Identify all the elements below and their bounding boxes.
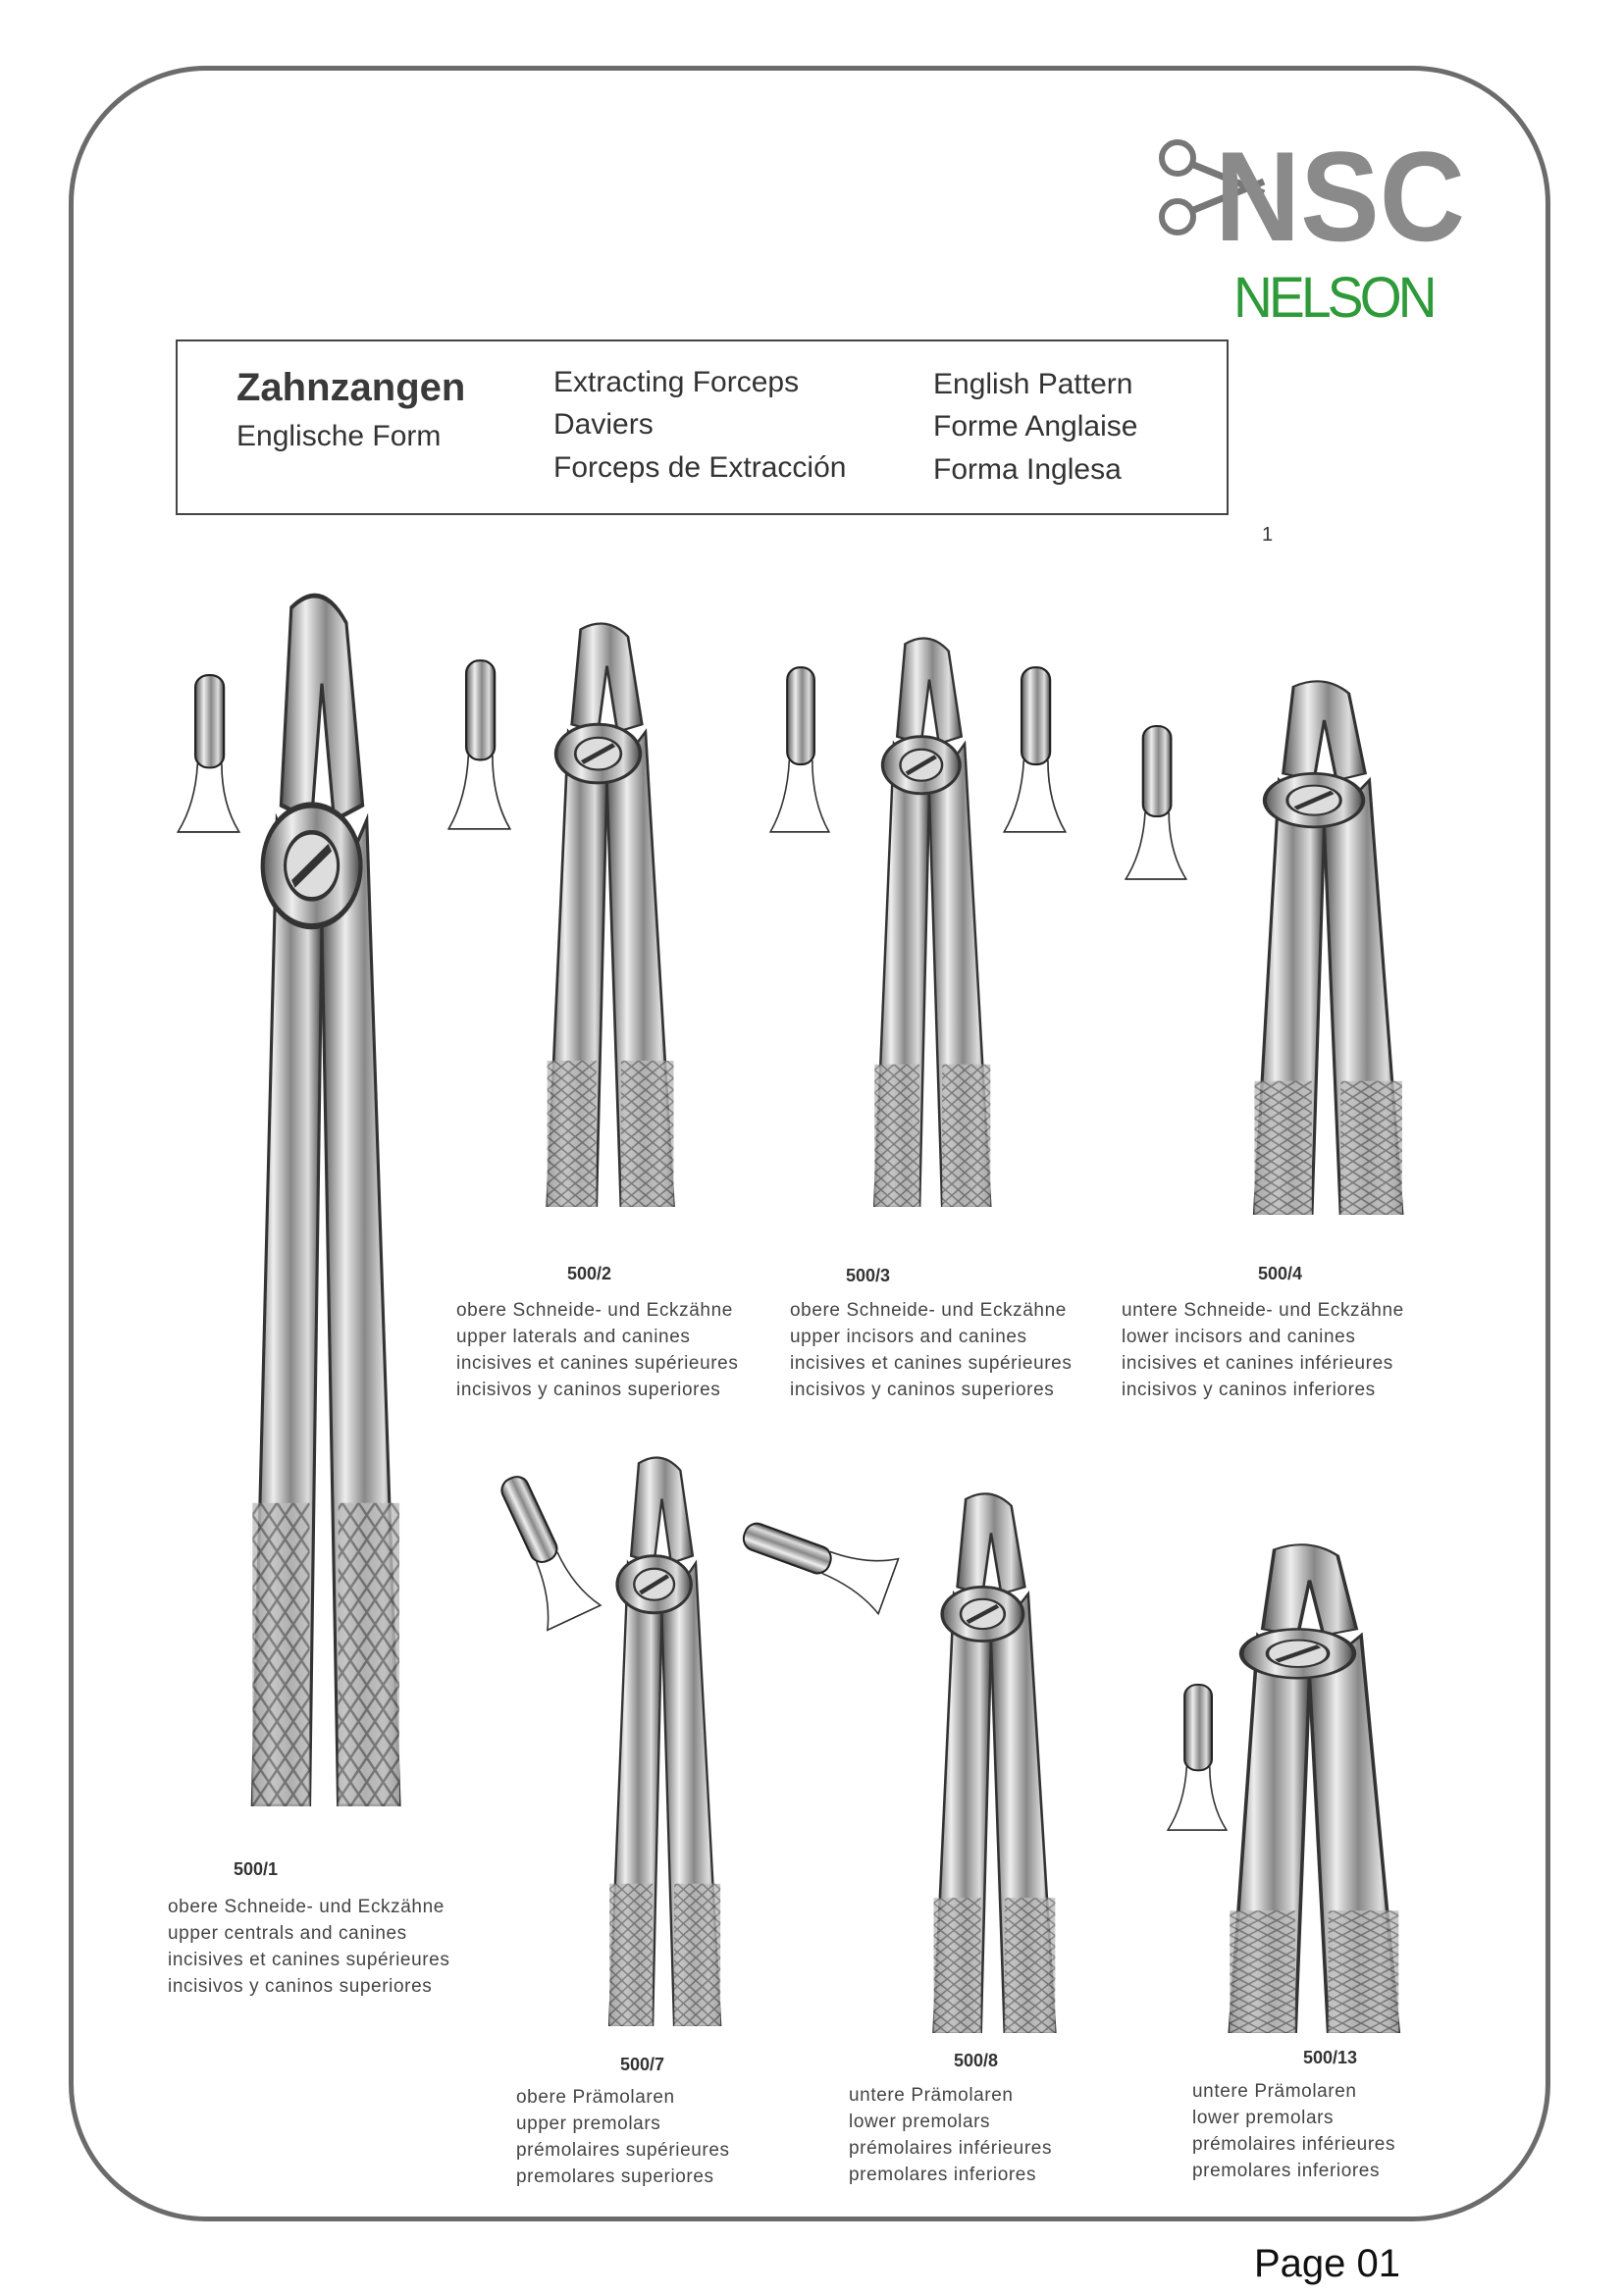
forceps-500-2-image xyxy=(519,622,695,1207)
catalog-page-number: 1 xyxy=(1262,524,1274,546)
desc-en: lower incisors and canines xyxy=(1122,1327,1356,1347)
tooth-diagram-icon xyxy=(1124,724,1188,881)
desc-fr: incisives et canines inférieures xyxy=(1122,1353,1393,1374)
title-fr: Daviers xyxy=(553,408,654,441)
product-code-500-2: 500/2 xyxy=(567,1264,612,1283)
forceps-500-1-image xyxy=(220,593,424,1806)
desc-es: premolares inferiores xyxy=(1192,2161,1381,2181)
product-description-500-13 xyxy=(1192,2078,1395,2184)
tooth-diagram-icon xyxy=(768,665,831,834)
desc-fr: prémolaires supérieures xyxy=(516,2140,730,2161)
desc-de: untere Prämolaren xyxy=(849,2085,1014,2106)
desc-fr: prémolaires inférieures xyxy=(849,2138,1053,2159)
tooth-diagram-icon xyxy=(1002,665,1068,834)
desc-fr: incisives et canines supérieures xyxy=(456,1353,739,1374)
desc-es: incisivos y caninos superiores xyxy=(456,1380,721,1400)
desc-es: incisivos y caninos superiores xyxy=(790,1380,1055,1400)
pattern-es: Forma Inglesa xyxy=(933,453,1122,486)
desc-fr: prémolaires inférieures xyxy=(1192,2134,1396,2155)
desc-es: premolares superiores xyxy=(516,2166,714,2187)
desc-en: upper premolars xyxy=(516,2113,661,2134)
nsc-scissors-logo xyxy=(1156,125,1470,250)
forceps-500-8-image xyxy=(907,1492,1075,2033)
product-code-500-13: 500/13 xyxy=(1303,2048,1358,2067)
desc-de: untere Schneide- und Eckzähne xyxy=(1122,1300,1404,1321)
tooth-diagram-icon xyxy=(1166,1683,1229,1832)
desc-en: lower premolars xyxy=(849,2112,991,2132)
desc-de: obere Schneide- und Eckzähne xyxy=(168,1897,445,1917)
title-de: Zahnzangen xyxy=(236,366,466,409)
tooth-diagram-icon xyxy=(176,673,241,834)
product-code-500-4: 500/4 xyxy=(1258,1264,1303,1283)
desc-fr: incisives et canines supérieures xyxy=(790,1353,1073,1374)
nelson-brand: NELSON xyxy=(1233,266,1434,330)
title-en: Extracting Forceps xyxy=(553,366,800,398)
desc-en: lower premolars xyxy=(1192,2108,1335,2128)
product-code-500-1: 500/1 xyxy=(234,1859,279,1879)
title-es: Forceps de Extracción xyxy=(553,451,847,484)
page-label: Page 01 xyxy=(1254,2242,1401,2285)
desc-es: incisivos y caninos inferiores xyxy=(1122,1380,1376,1400)
product-code-500-7: 500/7 xyxy=(620,2055,665,2074)
pattern-en: English Pattern xyxy=(933,368,1133,400)
product-description-500-4 xyxy=(1122,1297,1404,1403)
desc-en: upper incisors and canines xyxy=(790,1327,1027,1347)
desc-fr: incisives et canines supérieures xyxy=(168,1950,450,1970)
svg-text:NSC: NSC xyxy=(1215,125,1465,250)
product-description-500-2 xyxy=(456,1297,738,1403)
desc-de: obere Schneide- und Eckzähne xyxy=(456,1300,733,1321)
tooth-diagram-icon xyxy=(446,658,512,831)
desc-en: upper centrals and canines xyxy=(168,1923,407,1944)
product-code-500-8: 500/8 xyxy=(954,2051,999,2070)
catalog-header-box xyxy=(176,339,1229,515)
subtitle-de: Englische Form xyxy=(236,420,442,452)
product-description-500-8 xyxy=(849,2082,1052,2188)
product-description-500-3 xyxy=(790,1297,1072,1403)
product-description-500-7 xyxy=(516,2084,730,2190)
product-code-500-3: 500/3 xyxy=(846,1266,891,1285)
forceps-500-4-image xyxy=(1222,680,1427,1215)
forceps-500-7-image xyxy=(585,1456,739,2026)
forceps-500-3-image xyxy=(849,637,1010,1207)
desc-es: incisivos y caninos superiores xyxy=(168,1976,433,1997)
desc-en: upper laterals and canines xyxy=(456,1327,691,1347)
desc-de: obere Prämolaren xyxy=(516,2087,675,2108)
desc-de: obere Schneide- und Eckzähne xyxy=(790,1300,1067,1321)
pattern-fr: Forme Anglaise xyxy=(933,410,1138,443)
desc-de: untere Prämolaren xyxy=(1192,2081,1357,2102)
product-description-500-1 xyxy=(168,1894,449,2000)
desc-es: premolares inferiores xyxy=(849,2165,1037,2185)
